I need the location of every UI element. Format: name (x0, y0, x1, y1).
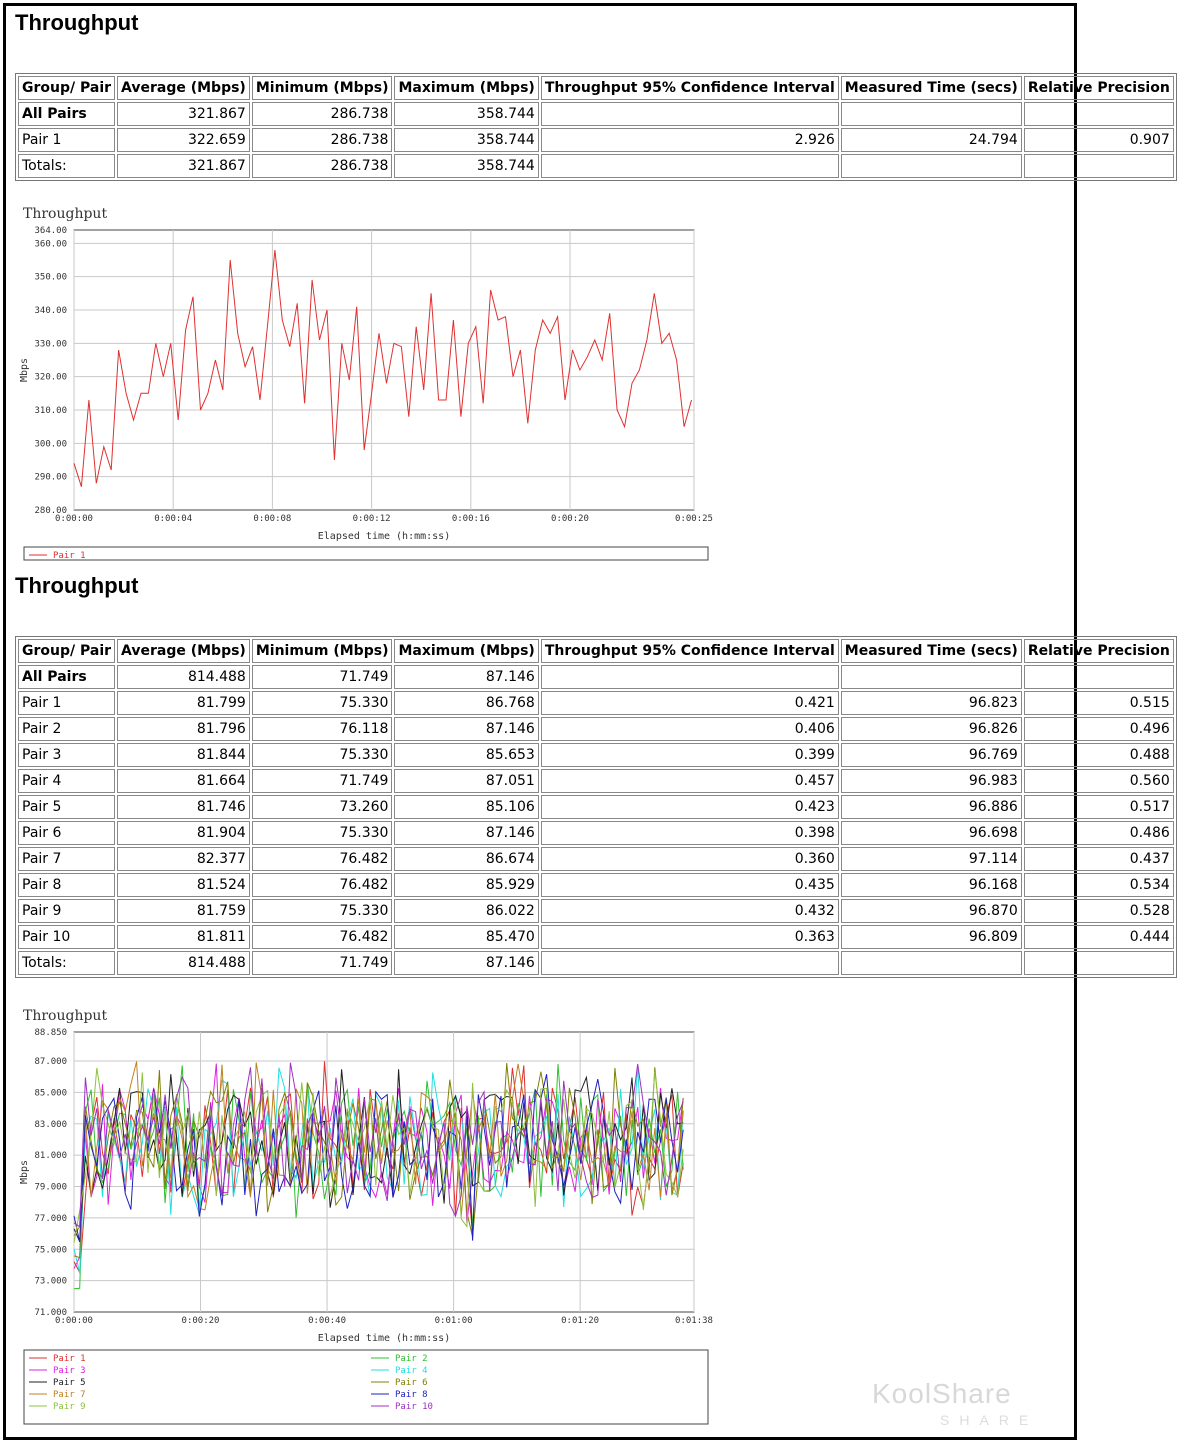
table-cell: 96.769 (841, 743, 1022, 767)
table-cell: Totals: (18, 154, 115, 178)
table-cell: 76.482 (252, 873, 393, 897)
chart-1 (15, 200, 715, 565)
table-cell (1024, 665, 1174, 689)
column-header: Minimum (Mbps) (252, 76, 393, 100)
table-row (18, 899, 1174, 923)
table-cell: 86.022 (394, 899, 538, 923)
table-cell: All Pairs (18, 102, 115, 126)
column-header: Relative Precision (1024, 76, 1174, 100)
watermark-logo: KoolShare (872, 1378, 1012, 1409)
throughput-table-2 (15, 636, 1177, 978)
table-cell: 0.432 (541, 899, 839, 923)
legend-box (24, 547, 708, 560)
column-header: Group/ Pair (18, 76, 115, 100)
y-tick-label: 87.000 (34, 1057, 67, 1068)
table-cell: 76.482 (252, 925, 393, 949)
table-cell: 814.488 (117, 951, 250, 975)
y-tick-label: 77.000 (34, 1213, 67, 1224)
table-cell: 71.749 (252, 665, 393, 689)
table-cell: 87.146 (394, 951, 538, 975)
column-header: Maximum (Mbps) (394, 639, 538, 663)
x-tick-label: 0:00:25 (675, 514, 713, 524)
table-cell: 0.486 (1024, 821, 1174, 845)
table-cell: 0.398 (541, 821, 839, 845)
y-tick-label: 73.000 (34, 1276, 67, 1287)
table-cell: 87.146 (394, 665, 538, 689)
y-tick-label: 280.00 (34, 506, 67, 516)
x-tick-label: 0:00:20 (181, 1316, 220, 1326)
legend-label: Pair 7 (53, 1390, 86, 1400)
table-cell: Pair 9 (18, 899, 115, 923)
table-cell: 86.674 (394, 847, 538, 871)
table-cell: 81.524 (117, 873, 250, 897)
table-row (18, 795, 1174, 819)
table-cell: 0.360 (541, 847, 839, 871)
table-row (18, 873, 1174, 897)
table-cell: 86.768 (394, 691, 538, 715)
x-tick-label: 0:01:20 (561, 1316, 600, 1326)
table-cell (541, 665, 839, 689)
table-cell: 286.738 (252, 154, 393, 178)
table-cell (541, 951, 839, 975)
table-cell: 0.515 (1024, 691, 1174, 715)
table-cell (541, 102, 839, 126)
y-tick-label: 83.000 (34, 1119, 67, 1130)
table-cell: 0.560 (1024, 769, 1174, 793)
section-2-title: Throughput (15, 573, 139, 598)
table-cell: 96.886 (841, 795, 1022, 819)
table-cell: 81.799 (117, 691, 250, 715)
table-cell (841, 665, 1022, 689)
table-cell: 85.653 (394, 743, 538, 767)
chart-title: Throughput (23, 206, 108, 222)
chart-title: Throughput (23, 1008, 108, 1024)
table-cell: 97.114 (841, 847, 1022, 871)
legend-label: Pair 1 (53, 1354, 86, 1364)
x-tick-label: 0:01:00 (434, 1316, 473, 1326)
legend-label: Pair 8 (395, 1390, 428, 1400)
y-tick-label: 360.00 (34, 239, 67, 250)
table-cell: Pair 3 (18, 743, 115, 767)
table-cell: 96.809 (841, 925, 1022, 949)
legend-label: Pair 1 (53, 551, 86, 561)
table-cell: 0.399 (541, 743, 839, 767)
table-cell: 0.363 (541, 925, 839, 949)
y-axis-label: Mbps (19, 1159, 30, 1185)
legend-label: Pair 6 (395, 1378, 428, 1388)
legend-label: Pair 9 (53, 1402, 86, 1412)
table-cell: 71.749 (252, 951, 393, 975)
table-row (18, 925, 1174, 949)
table-cell: 0.437 (1024, 847, 1174, 871)
table-cell: Pair 8 (18, 873, 115, 897)
table-cell: 2.926 (541, 128, 839, 152)
x-tick-label: 0:00:00 (55, 514, 93, 524)
table-cell: 321.867 (117, 154, 250, 178)
x-tick-label: 0:00:16 (451, 514, 490, 524)
table-cell: 85.929 (394, 873, 538, 897)
legend-label: Pair 2 (395, 1354, 428, 1364)
table-cell: 0.907 (1024, 128, 1174, 152)
table-cell: 81.759 (117, 899, 250, 923)
column-header: Minimum (Mbps) (252, 639, 393, 663)
table-cell (841, 102, 1022, 126)
y-axis-label: Mbps (19, 357, 30, 383)
table-cell: 82.377 (117, 847, 250, 871)
table-cell: 75.330 (252, 743, 393, 767)
table-cell (1024, 154, 1174, 178)
table-cell: 0.421 (541, 691, 839, 715)
legend-box (24, 1350, 708, 1424)
column-header: Group/ Pair (18, 639, 115, 663)
y-tick-label: 320.00 (34, 372, 67, 383)
x-tick-label: 0:00:00 (55, 1316, 93, 1326)
table-header-row (18, 639, 1174, 663)
y-tick-label: 88.850 (34, 1028, 67, 1038)
table-cell: Pair 6 (18, 821, 115, 845)
table-row (18, 769, 1174, 793)
table-cell: 814.488 (117, 665, 250, 689)
table-cell: 87.146 (394, 717, 538, 741)
legend-label: Pair 3 (53, 1366, 86, 1376)
table-cell: 321.867 (117, 102, 250, 126)
table-cell: 0.423 (541, 795, 839, 819)
column-header: Average (Mbps) (117, 639, 250, 663)
table-cell: 286.738 (252, 102, 393, 126)
table-cell: Totals: (18, 951, 115, 975)
table-cell: 0.444 (1024, 925, 1174, 949)
table-row (18, 102, 1174, 126)
column-header: Throughput 95% Confidence Interval (541, 639, 839, 663)
table-cell: 286.738 (252, 128, 393, 152)
y-tick-label: 85.000 (34, 1088, 67, 1099)
column-header: Relative Precision (1024, 639, 1174, 663)
table-cell: 81.664 (117, 769, 250, 793)
table-cell: 85.106 (394, 795, 538, 819)
column-header: Measured Time (secs) (841, 76, 1022, 100)
column-header: Throughput 95% Confidence Interval (541, 76, 839, 100)
table-row (18, 154, 1174, 178)
table-cell: 75.330 (252, 691, 393, 715)
y-tick-label: 81.000 (34, 1151, 67, 1162)
table-cell: 96.983 (841, 769, 1022, 793)
table-row (18, 717, 1174, 741)
table-cell: Pair 4 (18, 769, 115, 793)
throughput-table-1 (15, 73, 1177, 181)
y-tick-label: 290.00 (34, 472, 67, 483)
chart-2 (15, 1002, 715, 1427)
y-tick-label: 340.00 (34, 306, 67, 316)
table-cell: 73.260 (252, 795, 393, 819)
table-cell: 81.844 (117, 743, 250, 767)
table-cell: 75.330 (252, 821, 393, 845)
y-tick-label: 75.000 (34, 1245, 67, 1256)
y-tick-label: 300.00 (34, 439, 67, 450)
column-header: Measured Time (secs) (841, 639, 1022, 663)
table-cell: Pair 1 (18, 128, 115, 152)
table-row (18, 128, 1174, 152)
table-cell: 322.659 (117, 128, 250, 152)
legend-label: Pair 10 (395, 1402, 433, 1412)
table-cell: 81.796 (117, 717, 250, 741)
x-axis-label: Elapsed time (h:mm:ss) (317, 531, 451, 542)
table-row (18, 743, 1174, 767)
table-cell: 87.146 (394, 821, 538, 845)
table-cell: 76.118 (252, 717, 393, 741)
table-cell: Pair 1 (18, 691, 115, 715)
y-tick-label: 79.000 (34, 1182, 67, 1193)
table-cell: 75.330 (252, 899, 393, 923)
table-cell: 24.794 (841, 128, 1022, 152)
table-cell: 85.470 (394, 925, 538, 949)
table-cell: 96.870 (841, 899, 1022, 923)
column-header: Maximum (Mbps) (394, 76, 538, 100)
x-axis-label: Elapsed time (h:mm:ss) (317, 1333, 451, 1344)
table-cell: Pair 10 (18, 925, 115, 949)
table-header-row (18, 76, 1174, 100)
table-cell: 81.746 (117, 795, 250, 819)
table-cell: 71.749 (252, 769, 393, 793)
table-row (18, 821, 1174, 845)
section-1-title: Throughput (15, 10, 139, 35)
table-cell: 87.051 (394, 769, 538, 793)
table-cell: 0.517 (1024, 795, 1174, 819)
table-cell: 96.826 (841, 717, 1022, 741)
table-cell: 0.435 (541, 873, 839, 897)
watermark-sub: SHARE (940, 1412, 1039, 1428)
table-cell: 81.904 (117, 821, 250, 845)
x-tick-label: 0:01:38 (675, 1316, 713, 1326)
table-cell: 0.496 (1024, 717, 1174, 741)
table-row (18, 691, 1174, 715)
x-tick-label: 0:00:04 (154, 514, 193, 524)
table-cell: 358.744 (394, 154, 538, 178)
table-cell: 358.744 (394, 102, 538, 126)
table-cell: All Pairs (18, 665, 115, 689)
y-tick-label: 71.000 (34, 1308, 67, 1318)
table-cell: 76.482 (252, 847, 393, 871)
table-cell (1024, 951, 1174, 975)
table-cell: 0.488 (1024, 743, 1174, 767)
chart-1-container (15, 200, 715, 569)
chart-2-container (15, 1002, 715, 1431)
table-cell: 96.823 (841, 691, 1022, 715)
legend-label: Pair 5 (53, 1378, 86, 1388)
y-tick-label: 310.00 (34, 406, 67, 416)
table-cell: 0.528 (1024, 899, 1174, 923)
y-tick-label: 350.00 (34, 272, 67, 283)
table-row (18, 847, 1174, 871)
legend-label: Pair 4 (395, 1366, 428, 1376)
y-tick-label: 364.00 (34, 226, 67, 236)
table-cell (841, 154, 1022, 178)
y-tick-label: 330.00 (34, 339, 67, 350)
table-cell (841, 951, 1022, 975)
table-cell: 0.457 (541, 769, 839, 793)
table-cell: 358.744 (394, 128, 538, 152)
x-tick-label: 0:00:20 (551, 514, 589, 524)
column-header: Average (Mbps) (117, 76, 250, 100)
table-cell: 0.406 (541, 717, 839, 741)
table-cell (541, 154, 839, 178)
table-row (18, 665, 1174, 689)
x-tick-label: 0:00:12 (352, 514, 391, 524)
table-row (18, 951, 1174, 975)
table-cell: 0.534 (1024, 873, 1174, 897)
table-cell: Pair 7 (18, 847, 115, 871)
table-cell: 96.168 (841, 873, 1022, 897)
table-cell (1024, 102, 1174, 126)
table-cell: 81.811 (117, 925, 250, 949)
x-tick-label: 0:00:40 (308, 1316, 347, 1326)
table-cell: 96.698 (841, 821, 1022, 845)
table-cell: Pair 5 (18, 795, 115, 819)
table-cell: Pair 2 (18, 717, 115, 741)
x-tick-label: 0:00:08 (253, 514, 292, 524)
